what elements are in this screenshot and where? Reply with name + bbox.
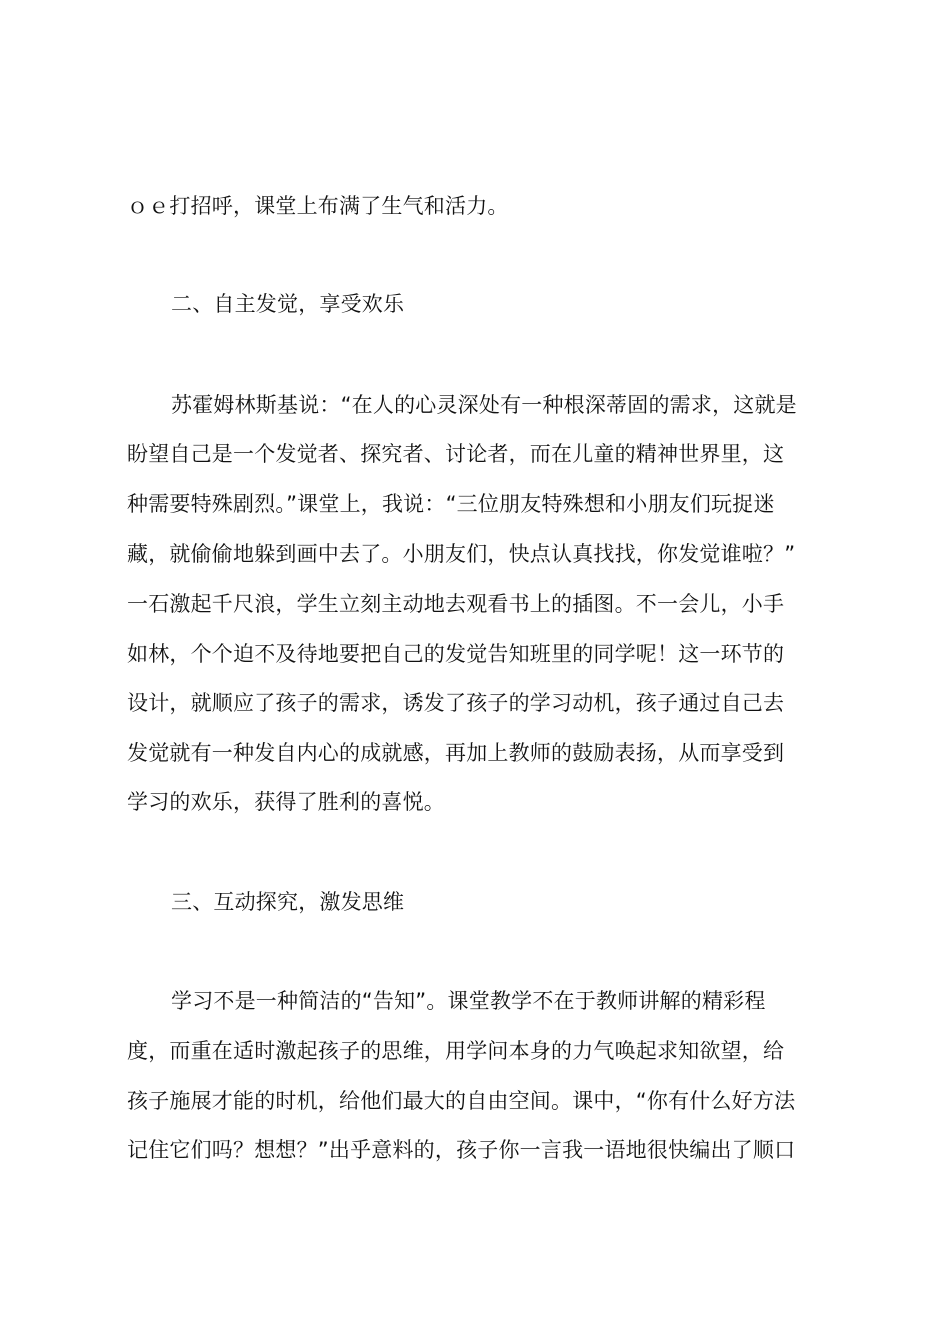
- paragraph-line: 孩子施展才能的时机，给他们最大的自由空间。课中，“你有什么好方法: [127, 1089, 796, 1113]
- paragraph-line: 设计，就顺应了孩子的需求，诱发了孩子的学习动机，孩子通过自己去: [127, 691, 785, 715]
- paragraph-line: 发觉就有一种发自内心的成就感，再加上教师的鼓励表扬，从而享受到: [127, 741, 785, 765]
- paragraph-line: 记住它们吗？想想？”出乎意料的，孩子你一言我一语地很快编出了顺口: [127, 1138, 796, 1162]
- paragraph-line: 盼望自己是一个发觉者、探究者、讨论者，而在儿童的精神世界里，这: [127, 442, 785, 466]
- paragraph-line: 一石激起千尺浪，学生立刻主动地去观看书上的插图。不一会儿，小手: [127, 592, 785, 616]
- paragraph-line: 学习不是一种简洁的“告知”。课堂教学不在于教师讲解的精彩程: [171, 989, 766, 1013]
- paragraph-fragment: ｏｅ打招呼，课堂上布满了生气和活力。: [127, 194, 509, 218]
- section-heading-2: 二、自主发觉，享受欢乐: [171, 292, 405, 316]
- paragraph-line: 学习的欢乐，获得了胜利的喜悦。: [127, 790, 445, 814]
- paragraph-line: 藏，就偷偷地躲到画中去了。小朋友们，快点认真找找，你发觉谁啦？”: [127, 542, 796, 566]
- paragraph-line: 如林，个个迫不及待地要把自己的发觉告知班里的同学呢！这一环节的: [127, 642, 785, 666]
- paragraph-line: 种需要特殊剧烈。”课堂上，我说：“三位朋友特殊想和小朋友们玩捉迷: [127, 492, 775, 516]
- paragraph-line: 苏霍姆林斯基说：“在人的心灵深处有一种根深蒂固的需求，这就是: [171, 393, 797, 417]
- section-heading-3: 三、互动探究，激发思维: [171, 890, 405, 914]
- paragraph-line: 度，而重在适时激起孩子的思维，用学问本身的力气唤起求知欲望，给: [127, 1039, 785, 1063]
